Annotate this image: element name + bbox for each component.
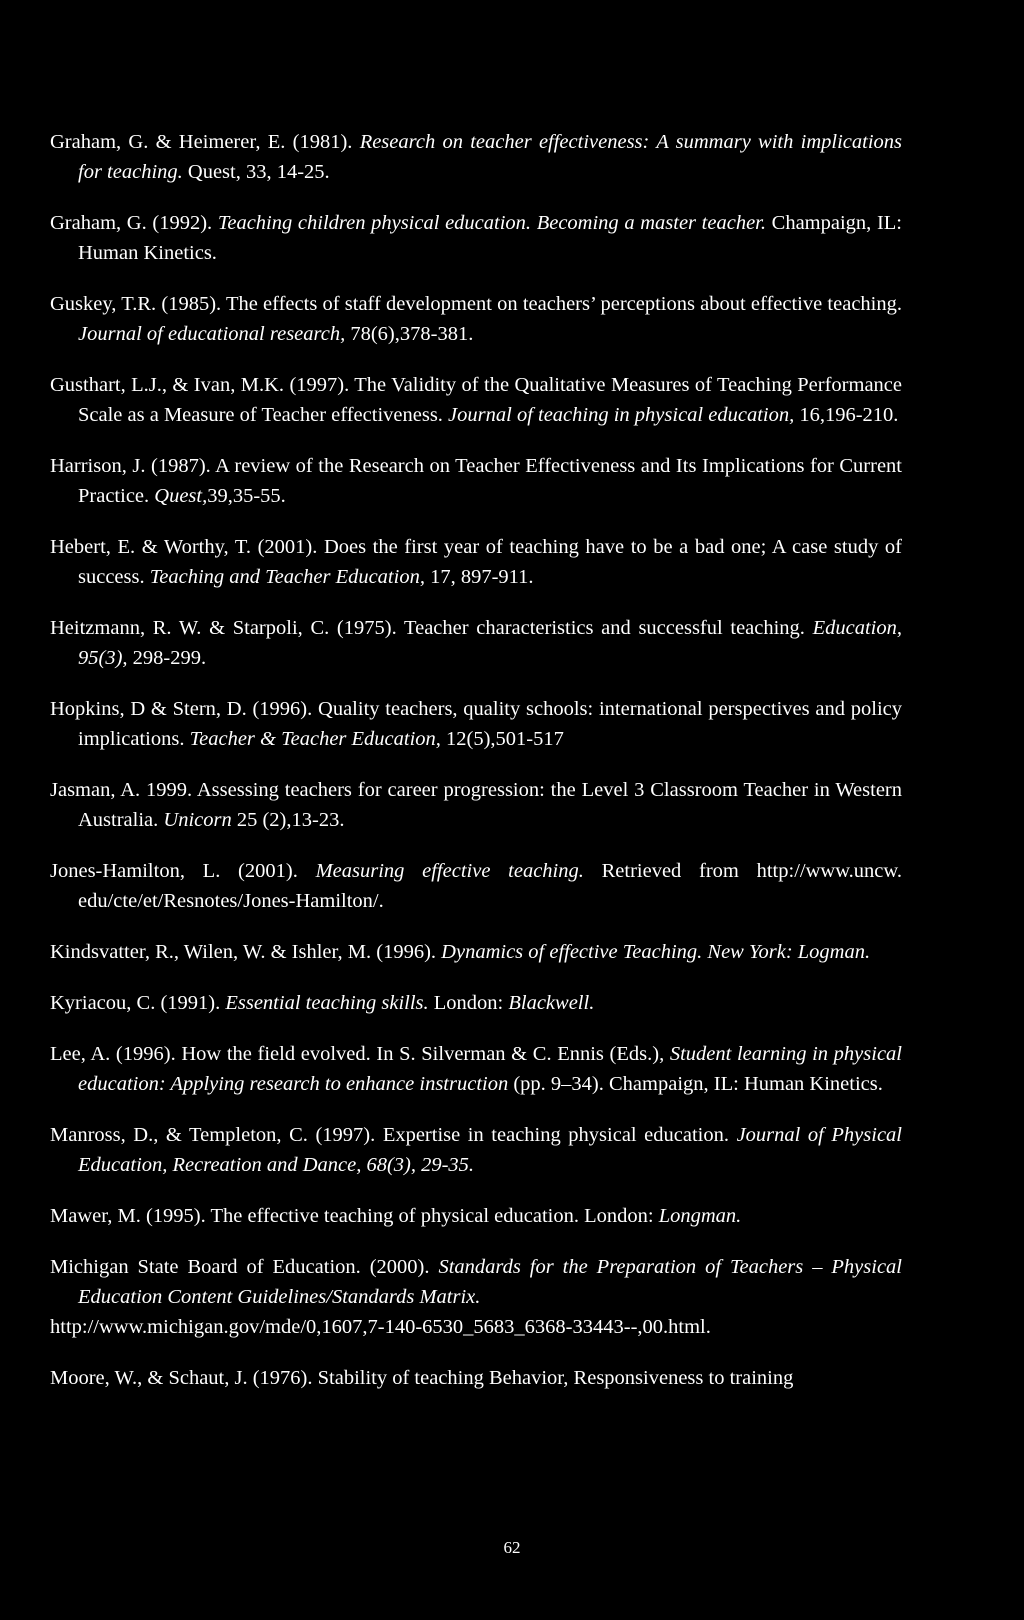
reference-text: Mawer, M. (1995). The effective teaching of physical education. London: <box>50 1205 659 1227</box>
reference-text: Jasman, A. 1999. Assessing teachers for career progression: the Level 3 Classroom Teacher in Western Australia. <box>50 779 902 831</box>
reference-entry <box>50 988 902 1018</box>
reference-entry <box>50 775 902 835</box>
reference-text: Jones-Hamilton, L. (2001). <box>50 860 316 882</box>
reference-entry <box>50 532 902 592</box>
reference-title-italic: Research on teacher effectiveness: A summary with implications for teaching. <box>78 131 902 183</box>
reference-text: Champaign, IL: Human Kinetics. <box>78 212 902 264</box>
reference-text: Michigan State Board of Education. (2000). <box>50 1256 439 1278</box>
reference-text: Graham, G. (1992). <box>50 212 218 234</box>
reference-title-italic: Journal of educational research, <box>78 323 346 345</box>
reference-title-italic: Journal of teaching in physical education, <box>448 404 795 426</box>
reference-title-italic: Student learning in physical education: Applying research to enhance instruction <box>78 1043 902 1095</box>
reference-title-italic: Teaching children physical education. Becoming a master teacher. <box>217 212 766 234</box>
reference-text: Moore, W., & Schaut, J. (1976). Stability of teaching Behavior, Responsiveness to training <box>50 1367 794 1389</box>
reference-title-italic: Teacher & Teacher Education, <box>189 728 441 750</box>
reference-entry <box>50 856 902 916</box>
reference-text: 16,196-210. <box>794 404 899 426</box>
reference-title-italic: Measuring effective teaching. <box>315 860 584 882</box>
reference-text: 17, 897-911. <box>424 566 534 588</box>
reference-title-italic: Education, 95(3), <box>78 617 902 669</box>
reference-title-italic: Unicorn <box>163 809 232 831</box>
reference-text: (pp. 9–34). Champaign, IL: Human Kinetics. <box>508 1073 883 1095</box>
reference-text: Lee, A. (1996). How the field evolved. In S. Silverman & C. Ennis (Eds.), <box>50 1043 670 1065</box>
reference-title-italic: Dynamics of effective Teaching. New York: Logman. <box>441 941 871 963</box>
reference-title-italic: Blackwell. <box>508 992 595 1014</box>
reference-entry <box>50 1252 902 1342</box>
reference-text: Harrison, J. (1987). A review of the Research on Teacher Effectiveness and Its Implications for Current Practice. <box>50 455 902 507</box>
reference-entry <box>50 1120 902 1180</box>
reference-text: London: <box>428 992 509 1014</box>
reference-entry <box>50 127 902 187</box>
reference-list <box>50 127 902 1414</box>
reference-text: Guskey, T.R. (1985). The effects of staff development on teachers’ perceptions about effective teaching. <box>50 293 902 315</box>
reference-title-italic: Standards for the Preparation of Teachers – Physical Education Content Guidelines/Standards Matrix. <box>78 1256 903 1308</box>
reference-entry <box>50 289 902 349</box>
reference-text: Graham, G. & Heimerer, E. (1981). <box>50 131 360 153</box>
reference-text: Kindsvatter, R., Wilen, W. & Ishler, M. (1996). <box>50 941 442 963</box>
reference-entry <box>50 1201 902 1231</box>
reference-text: Hebert, E. & Worthy, T. (2001). Does the first year of teaching have to be a bad one; A case study of success. <box>50 536 902 588</box>
reference-text: 298-299. <box>127 647 207 669</box>
reference-text: Quest, 33, 14-25. <box>182 161 330 183</box>
reference-text: 39,35-55. <box>207 485 286 507</box>
reference-text: 78(6),378-381. <box>345 323 474 345</box>
reference-text: Heitzmann, R. W. & Starpoli, C. (1975). Teacher characteristics and successful teaching. <box>50 617 813 639</box>
reference-text: 12(5),501-517 <box>440 728 564 750</box>
reference-entry <box>50 937 902 967</box>
page-number: 62 <box>503 1538 521 1557</box>
reference-entry <box>50 1039 902 1099</box>
reference-entry <box>50 1363 902 1393</box>
reference-title-italic: Longman. <box>658 1205 742 1227</box>
reference-entry <box>50 613 902 673</box>
reference-text: Gusthart, L.J., & Ivan, M.K. (1997). The Validity of the Qualitative Measures of Teaching Performance Scale as a Measure of Teacher effectiveness. <box>50 374 902 426</box>
reference-entry <box>50 370 902 430</box>
reference-text: Hopkins, D & Stern, D. (1996). Quality teachers, quality schools: international perspectives and policy implications. <box>50 698 902 750</box>
reference-url: http://www.michigan.gov/mde/0,1607,7-140-6530_5683_6368-33443--,00.html. <box>50 1316 711 1338</box>
reference-entry <box>50 451 902 511</box>
reference-title-italic: Essential teaching skills. <box>225 992 429 1014</box>
reference-entry <box>50 694 902 754</box>
reference-title-italic: Quest, <box>154 485 208 507</box>
reference-text: Kyriacou, C. (1991). <box>50 992 226 1014</box>
reference-entry <box>50 208 902 268</box>
reference-title-italic: Journal of Physical Education, Recreation and Dance, 68(3), 29-35. <box>78 1124 902 1176</box>
reference-text: Manross, D., & Templeton, C. (1997). Expertise in teaching physical education. <box>50 1124 737 1146</box>
reference-text: 25 (2),13-23. <box>231 809 345 831</box>
reference-title-italic: Teaching and Teacher Education, <box>149 566 425 588</box>
reference-text: Retrieved from http://www.uncw. edu/cte/et/Resnotes/Jones-Hamilton/. <box>78 860 902 912</box>
